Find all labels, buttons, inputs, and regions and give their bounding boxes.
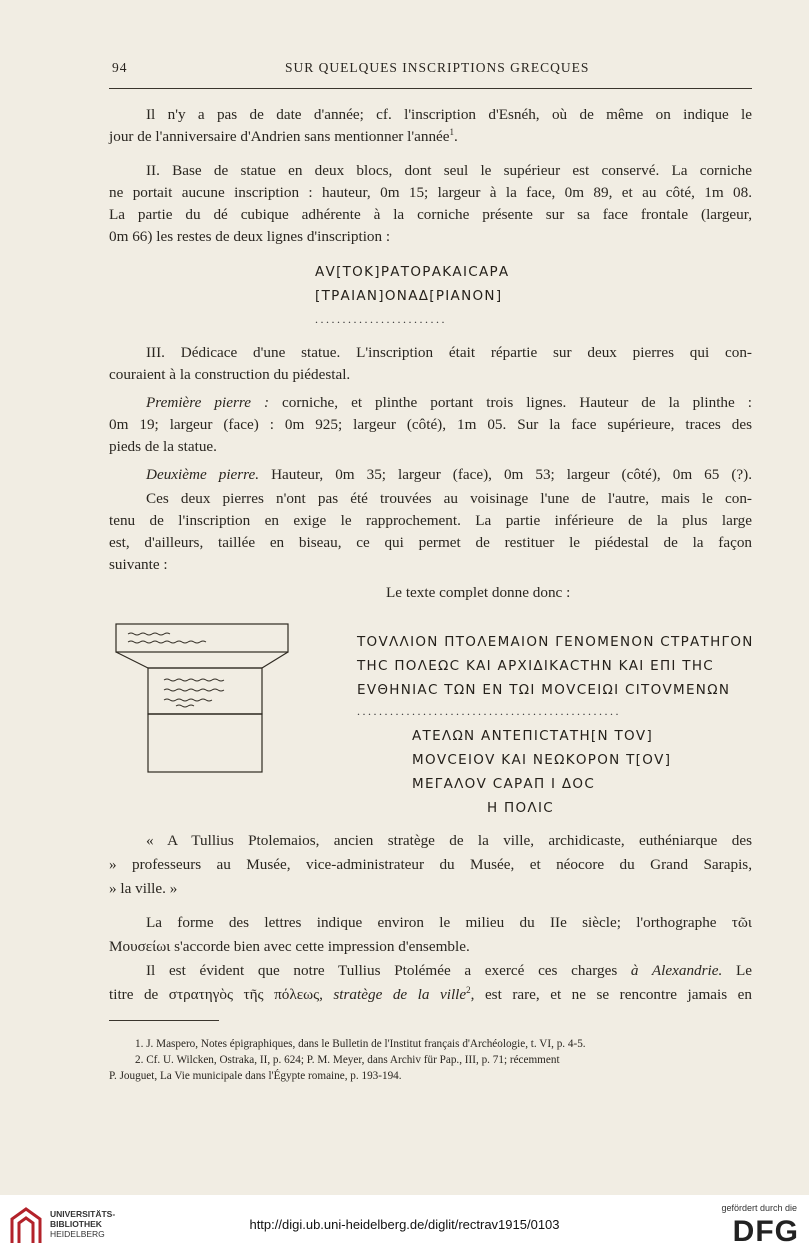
inscription2-dots: ................................................ (357, 704, 621, 718)
inscription3-line3: ΜΕΓΑΛΟV CΑΡΑΠ Ι ΔΟC (412, 776, 596, 792)
para2-line3: La partie du dé cubique adhérente à la corniche présente sur sa face frontale (largeur, (109, 206, 752, 223)
translation-line2: » professeurs au Musée, vice-administrateur du Musée, et néocore du Grand Sarapis, (109, 856, 752, 873)
footnote-ref-1: 1 (449, 126, 455, 137)
page-number: 94 (112, 60, 128, 75)
digitization-footer (0, 1195, 809, 1257)
para7-line1: La forme des lettres indique environ le milieu du IIe siècle; l'orthographe τῶι (146, 914, 752, 931)
para4-line1: Première pierre : corniche, et plinthe portant trois lignes. Hauteur de la plinthe : (146, 394, 752, 411)
inscription1-line2: [ΤΡΑΙΑΝ]ΟΝΑΔ[ΡΙΑΝΟΝ] (315, 288, 503, 304)
funding-note: gefördert durch die (721, 1203, 797, 1213)
translation-line3: » la ville. » (109, 880, 178, 897)
para5-line1: Deuxième pierre. Hauteur, 0m 35; largeur (face), 0m 53; largeur (côté), 0m 65 (?). (146, 466, 753, 483)
inscription1-dots: ........................ (315, 312, 447, 326)
para4-line2: 0m 19; largeur (face) : 0m 925; largeur (côté), 1m 05. Sur la face supérieure, traces des (109, 416, 752, 433)
inscription3-line4: Η ΠΟΛΙC (487, 800, 554, 816)
para2-line1: II. Base de statue en deux blocs, dont seul le supérieur est conservé. La corniche (146, 162, 752, 179)
source-url[interactable]: http://digi.ub.uni-heidelberg.de/diglit/rectrav1915/0103 (249, 1217, 560, 1232)
pedestal-drawing (112, 618, 298, 780)
dfg-logo: DFG (732, 1215, 799, 1248)
first-stone-label: Première pierre : (146, 394, 269, 411)
inscription3-line2: ΜΟVCΕΙΟV ΚΑΙ ΝΕΩΚΟΡΟΝ Τ[ΟV] (412, 752, 672, 768)
alexandria-italic: à Alexandrie. (630, 962, 723, 979)
inscription3-line1: ΑΤΕΛΩΝ ΑΝΤΕΠΙCΤΑΤΗ[Ν ΤΟV] (412, 728, 654, 744)
para6-line4: suivante : (109, 556, 168, 573)
inscription2-line3: ΕVΘΗΝΙΑC ΤΩΝ ΕΝ ΤΩΙ ΜΟVCΕΙΩΙ CΙΤΟVΜΕΝΩΝ (357, 682, 731, 698)
para6-line3: est, d'ailleurs, taillée en biseau, ce qui permet de restituer le piédestal de la façon (109, 534, 752, 551)
inscription1-line1: ΑV[ΤΟΚ]ΡΑΤΟΡΑΚΑΙCΑΡΑ (315, 264, 510, 280)
para1-line2: jour de l'anniversaire d'Andrien sans mentionner l'année$^1$. (109, 126, 458, 145)
footnote-ref-2: 2 (466, 984, 471, 995)
para2-line2: ne portait aucune inscription : hauteur, 0m 15; largeur à la face, 0m 89, et au côté, 1m 08. (109, 184, 752, 201)
inscription2-line2: ΤΗC ΠΟΛΕΩC ΚΑΙ ΑΡΧΙΔΙΚΑCΤΗΝ ΚΑΙ ΕΠΙ ΤΗC (357, 658, 715, 674)
para3-line1: III. Dédicace d'une statue. L'inscription était répartie sur deux pierres qui con- (146, 344, 752, 361)
para4-line3: pieds de la statue. (109, 438, 217, 455)
para7-line2: Μουσείωι s'accorde bien avec cette impression d'ensemble. (109, 938, 470, 955)
footnote-2-cont: P. Jouguet, La Vie municipale dans l'Égypte romaine, p. 193-194. (109, 1070, 402, 1082)
footnote-2: 2. Cf. U. Wilcken, Ostraka, II, p. 624; P. M. Meyer, dans Archiv für Pap., III, p. 71; récemment (135, 1054, 560, 1066)
second-stone-label: Deuxième pierre. (146, 466, 260, 483)
para8-line1: Il est évident que notre Tullius Ptolémée a exercé ces charges à Alexandrie. Le (146, 962, 752, 979)
para6-line2: tenu de l'inscription en exige le rapprochement. La partie inférieure de la plus large (109, 512, 752, 529)
translation-line1: « A Tullius Ptolemaios, ancien stratège de la ville, archidicaste, euthéniarque des (146, 832, 752, 849)
para3-line2: couraient à la construction du piédestal. (109, 366, 351, 383)
strategos-italic: stratège de la ville (333, 986, 467, 1003)
para9-line1: titre de στρατηγὸς τῆς πόλεως, stratège de la ville$^2$, est rare, et ne se rencontre jamais en (109, 984, 753, 1003)
para6-line1: Ces deux pierres n'ont pas été trouvées au voisinage l'une de l'autre, mais le con- (146, 490, 752, 507)
complete-text-intro: Le texte complet donne donc : (386, 584, 571, 601)
running-title: SUR QUELQUES INSCRIPTIONS GRECQUES (285, 60, 590, 75)
para1-line1: Il n'y a pas de date d'année; cf. l'inscription d'Esnéh, où de même on indique le (146, 106, 752, 123)
library-name: UNIVERSITÄTS- BIBLIOTHEK HEIDELBERG (50, 1209, 116, 1239)
para2-line4: 0m 66) les restes de deux lignes d'inscription : (109, 228, 391, 245)
footnote-1: 1. J. Maspero, Notes épigraphiques, dans le Bulletin de l'Institut français d'Archéologie, t. VI, p. 4-5. (135, 1038, 586, 1050)
header-rule (109, 88, 752, 89)
footnote-rule (109, 1020, 219, 1021)
inscription2-line1: ΤΟVΛΛΙΟΝ ΠΤΟΛΕΜΑΙΟΝ ΓΕΝΟΜΕΝΟΝ CΤΡΑΤΗΓΟΝ (357, 634, 754, 650)
